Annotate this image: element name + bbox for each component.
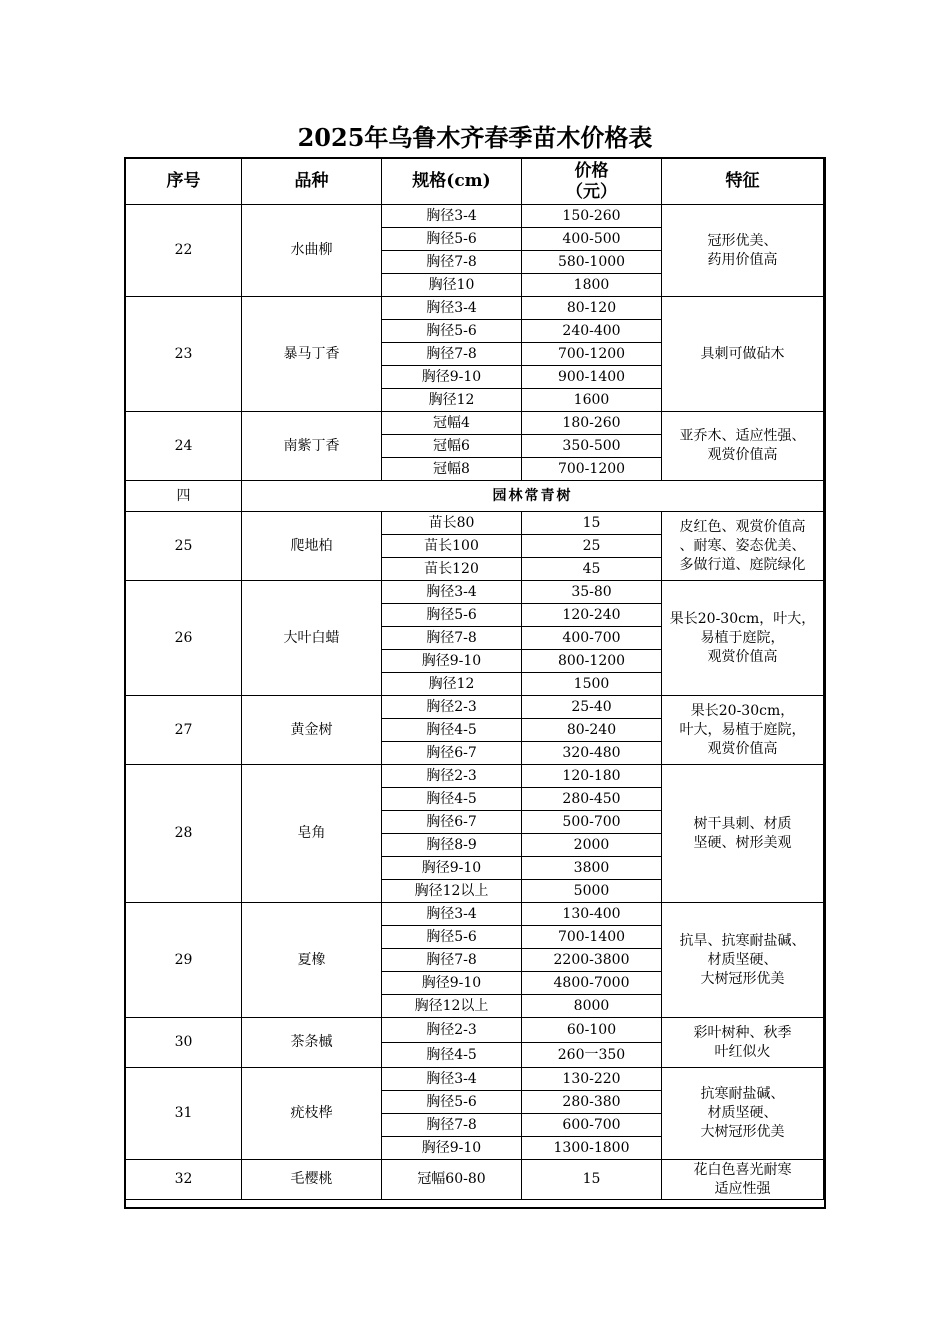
cell-spec: 胸径12以上 bbox=[382, 880, 522, 903]
cell-spec: 胸径4-5 bbox=[382, 719, 522, 742]
table-row bbox=[126, 412, 824, 435]
cell-price: 35-80 bbox=[522, 581, 662, 604]
cell-spec: 冠幅4 bbox=[382, 412, 522, 435]
table-row bbox=[126, 1068, 824, 1091]
cell-spec: 胸径2-3 bbox=[382, 696, 522, 719]
section-row bbox=[126, 481, 824, 512]
cell-price: 130-400 bbox=[522, 903, 662, 926]
header-row bbox=[126, 159, 824, 205]
table-row bbox=[126, 696, 824, 719]
cell-variety: 南紫丁香 bbox=[242, 412, 382, 481]
cell-spec: 苗长100 bbox=[382, 535, 522, 558]
cell-index: 22 bbox=[126, 205, 242, 297]
table-body bbox=[126, 205, 824, 1200]
cell-price: 700-1200 bbox=[522, 343, 662, 366]
cell-feature: 具刺可做砧木 bbox=[662, 297, 824, 412]
cell-price: 45 bbox=[522, 558, 662, 581]
cell-spec: 胸径6-7 bbox=[382, 811, 522, 834]
cell-price: 1300-1800 bbox=[522, 1137, 662, 1160]
cell-price: 1800 bbox=[522, 274, 662, 297]
cell-price: 1500 bbox=[522, 673, 662, 696]
cell-variety: 大叶白蜡 bbox=[242, 581, 382, 696]
cell-spec: 胸径12 bbox=[382, 389, 522, 412]
cell-price: 60-100 bbox=[522, 1018, 662, 1043]
cell-feature: 彩叶树种、秋季 叶红似火 bbox=[662, 1018, 824, 1068]
cell-spec: 胸径9-10 bbox=[382, 366, 522, 389]
cell-spec: 胸径3-4 bbox=[382, 581, 522, 604]
header-variety: 品种 bbox=[242, 159, 382, 205]
cell-index: 25 bbox=[126, 512, 242, 581]
header-feature: 特征 bbox=[662, 159, 824, 205]
cell-feature: 抗旱、抗寒耐盐碱、 材质坚硬、 大树冠形优美 bbox=[662, 903, 824, 1018]
table-row bbox=[126, 297, 824, 320]
cell-price: 15 bbox=[522, 1160, 662, 1200]
cell-spec: 胸径4-5 bbox=[382, 1043, 522, 1068]
cell-price: 400-500 bbox=[522, 228, 662, 251]
cell-spec: 冠幅8 bbox=[382, 458, 522, 481]
cell-price: 2200-3800 bbox=[522, 949, 662, 972]
cell-price: 320-480 bbox=[522, 742, 662, 765]
cell-variety: 疣枝桦 bbox=[242, 1068, 382, 1160]
cell-spec: 胸径9-10 bbox=[382, 650, 522, 673]
cell-spec: 苗长120 bbox=[382, 558, 522, 581]
cell-spec: 胸径4-5 bbox=[382, 788, 522, 811]
cell-spec: 冠幅60-80 bbox=[382, 1160, 522, 1200]
cell-spec: 胸径3-4 bbox=[382, 205, 522, 228]
section-index: 四 bbox=[126, 481, 242, 512]
cell-price: 280-380 bbox=[522, 1091, 662, 1114]
cell-feature: 果长20-30cm，叶大， 易植于庭院， 观赏价值高 bbox=[662, 581, 824, 696]
table-row bbox=[126, 1160, 824, 1200]
cell-spec: 胸径3-4 bbox=[382, 1068, 522, 1091]
cell-price: 25-40 bbox=[522, 696, 662, 719]
table-row bbox=[126, 903, 824, 926]
cell-variety: 茶条槭 bbox=[242, 1018, 382, 1068]
cell-spec: 胸径8-9 bbox=[382, 834, 522, 857]
cell-price: 2000 bbox=[522, 834, 662, 857]
cell-spec: 胸径2-3 bbox=[382, 765, 522, 788]
cell-feature: 皮红色、观赏价值高 、耐寒、姿态优美、 多做行道、庭院绿化 bbox=[662, 512, 824, 581]
cell-spec: 胸径9-10 bbox=[382, 1137, 522, 1160]
cell-price: 8000 bbox=[522, 995, 662, 1018]
cell-price: 180-260 bbox=[522, 412, 662, 435]
cell-price: 130-220 bbox=[522, 1068, 662, 1091]
header-price-line1: 价格 bbox=[574, 160, 609, 181]
cell-spec: 胸径7-8 bbox=[382, 627, 522, 650]
cell-variety: 皂角 bbox=[242, 765, 382, 903]
cell-index: 28 bbox=[126, 765, 242, 903]
cell-price: 280-450 bbox=[522, 788, 662, 811]
cell-index: 24 bbox=[126, 412, 242, 481]
cell-feature: 亚乔木、适应性强、 观赏价值高 bbox=[662, 412, 824, 481]
header-price-line2: （元） bbox=[566, 181, 617, 202]
cell-price: 5000 bbox=[522, 880, 662, 903]
cell-price: 500-700 bbox=[522, 811, 662, 834]
cell-spec: 胸径2-3 bbox=[382, 1018, 522, 1043]
cell-price: 900-1400 bbox=[522, 366, 662, 389]
cell-spec: 胸径5-6 bbox=[382, 926, 522, 949]
cell-price: 120-180 bbox=[522, 765, 662, 788]
cell-feature: 果长20-30cm， 叶大，易植于庭院， 观赏价值高 bbox=[662, 696, 824, 765]
cell-index: 32 bbox=[126, 1160, 242, 1200]
cell-price: 4800-7000 bbox=[522, 972, 662, 995]
cell-variety: 爬地柏 bbox=[242, 512, 382, 581]
cell-spec: 胸径5-6 bbox=[382, 228, 522, 251]
price-table bbox=[125, 158, 824, 1200]
cell-feature: 花白色喜光耐寒 适应性强 bbox=[662, 1160, 824, 1200]
cell-variety: 水曲柳 bbox=[242, 205, 382, 297]
cell-feature: 树干具刺、材质 坚硬、树形美观 bbox=[662, 765, 824, 903]
cell-price: 80-240 bbox=[522, 719, 662, 742]
cell-spec: 胸径5-6 bbox=[382, 604, 522, 627]
cell-index: 31 bbox=[126, 1068, 242, 1160]
cell-spec: 胸径9-10 bbox=[382, 857, 522, 880]
cell-spec: 胸径7-8 bbox=[382, 1114, 522, 1137]
header-price bbox=[522, 159, 662, 205]
cell-price: 25 bbox=[522, 535, 662, 558]
table-row bbox=[126, 1018, 824, 1043]
cell-spec: 胸径12 bbox=[382, 673, 522, 696]
page-title: 2025年乌鲁木齐春季苗木价格表 bbox=[297, 123, 653, 152]
cell-price: 700-1200 bbox=[522, 458, 662, 481]
cell-spec: 胸径10 bbox=[382, 274, 522, 297]
cell-index: 27 bbox=[126, 696, 242, 765]
cell-feature: 冠形优美、 药用价值高 bbox=[662, 205, 824, 297]
cell-price: 800-1200 bbox=[522, 650, 662, 673]
cell-price: 80-120 bbox=[522, 297, 662, 320]
cell-price: 260一350 bbox=[522, 1043, 662, 1068]
table-row bbox=[126, 205, 824, 228]
cell-spec: 胸径3-4 bbox=[382, 297, 522, 320]
cell-price: 120-240 bbox=[522, 604, 662, 627]
cell-price: 1600 bbox=[522, 389, 662, 412]
cell-index: 29 bbox=[126, 903, 242, 1018]
cell-feature: 抗寒耐盐碱、 材质坚硬、 大树冠形优美 bbox=[662, 1068, 824, 1160]
cell-index: 30 bbox=[126, 1018, 242, 1068]
table-row bbox=[126, 765, 824, 788]
cell-price: 580-1000 bbox=[522, 251, 662, 274]
cell-index: 23 bbox=[126, 297, 242, 412]
cell-price: 3800 bbox=[522, 857, 662, 880]
cell-spec: 胸径9-10 bbox=[382, 972, 522, 995]
cell-price: 400-700 bbox=[522, 627, 662, 650]
cell-variety: 暴马丁香 bbox=[242, 297, 382, 412]
cell-price: 240-400 bbox=[522, 320, 662, 343]
cell-price: 15 bbox=[522, 512, 662, 535]
cell-price: 700-1400 bbox=[522, 926, 662, 949]
cell-spec: 胸径5-6 bbox=[382, 320, 522, 343]
cell-spec: 冠幅6 bbox=[382, 435, 522, 458]
cell-spec: 胸径7-8 bbox=[382, 251, 522, 274]
cell-spec: 胸径6-7 bbox=[382, 742, 522, 765]
header-index: 序号 bbox=[126, 159, 242, 205]
table-row bbox=[126, 512, 824, 535]
cell-spec: 苗长80 bbox=[382, 512, 522, 535]
cell-variety: 黄金树 bbox=[242, 696, 382, 765]
header-spec: 规格(cm) bbox=[382, 159, 522, 205]
cell-spec: 胸径5-6 bbox=[382, 1091, 522, 1114]
cell-index: 26 bbox=[126, 581, 242, 696]
table-row bbox=[126, 581, 824, 604]
cell-variety: 夏橡 bbox=[242, 903, 382, 1018]
cell-spec: 胸径7-8 bbox=[382, 949, 522, 972]
section-title: 园林常青树 bbox=[242, 481, 824, 512]
cell-variety: 毛樱桃 bbox=[242, 1160, 382, 1200]
cell-spec: 胸径7-8 bbox=[382, 343, 522, 366]
cell-spec: 胸径3-4 bbox=[382, 903, 522, 926]
cell-spec: 胸径12以上 bbox=[382, 995, 522, 1018]
cell-price: 350-500 bbox=[522, 435, 662, 458]
cell-price: 150-260 bbox=[522, 205, 662, 228]
cell-price: 600-700 bbox=[522, 1114, 662, 1137]
